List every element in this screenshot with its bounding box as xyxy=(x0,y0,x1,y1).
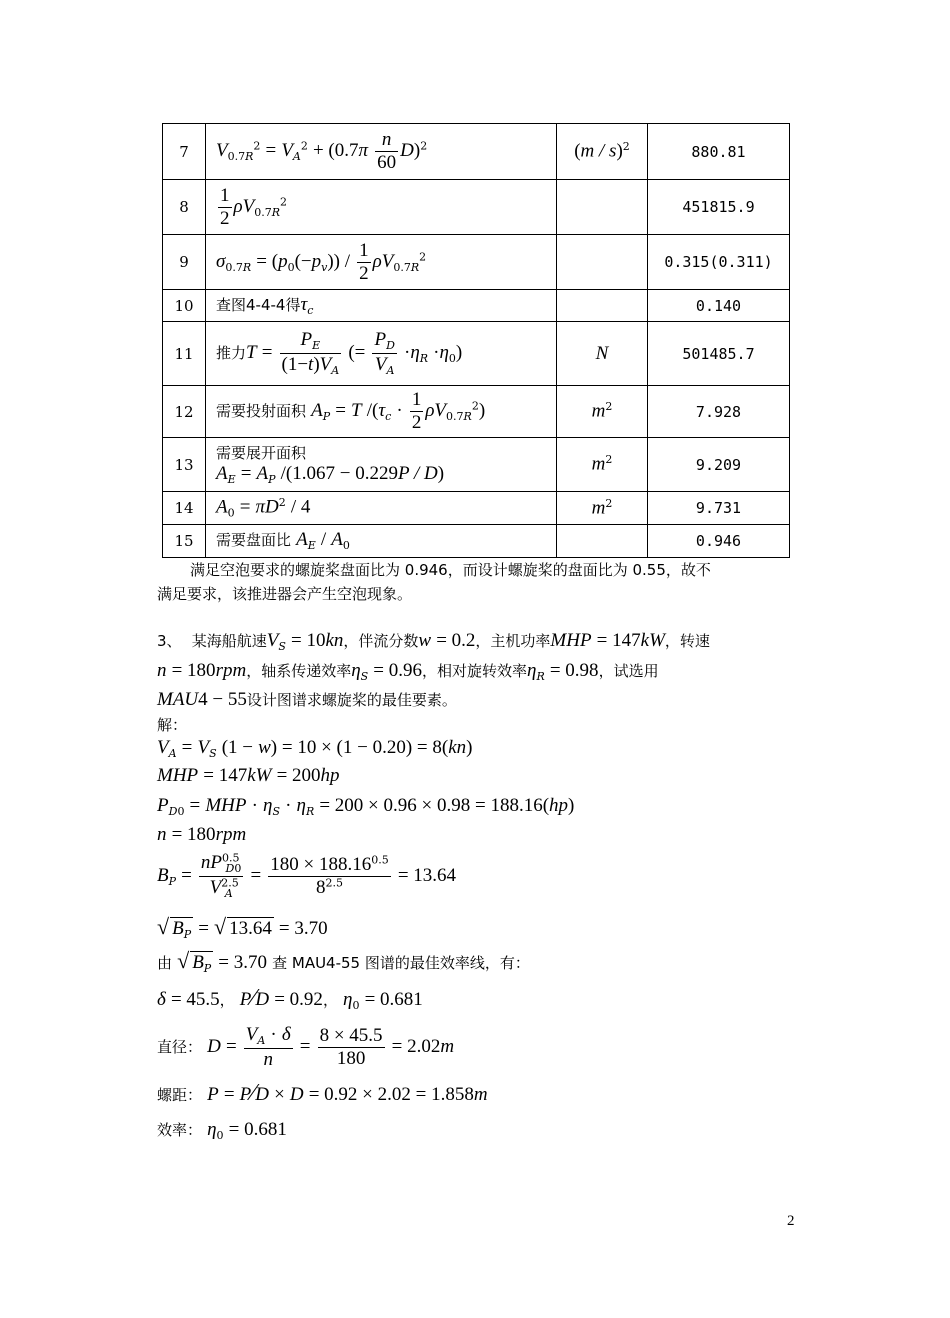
value-cell: 0.140 xyxy=(648,290,790,322)
eq-mhp: MHP = 147kW = 200hp xyxy=(157,765,340,786)
eq-bp: $B_P$ = $\frac{nP^{0.5}_{D0}}{V^{2.5}_A}$ = $\frac{180 \times 188.16^{0.5}}{8^{2.5}}$ = 13.64 xyxy=(157,851,457,901)
row-number: 11 xyxy=(163,322,206,386)
eq-sqrt-bp: √ $B_P$ = √ 13.64 = 3.70 xyxy=(157,914,328,942)
value-cell: 9.209 xyxy=(648,438,790,492)
eq-lookup: 由 √ $B_P = 3.70$ 查 MAU4-55 图谱的最佳效率线，有： xyxy=(157,948,530,976)
row-label: 需要投射面积 xyxy=(216,402,307,420)
unit-cell: $m^2$ xyxy=(557,386,648,438)
unit-cell: (m / s)$^2$ xyxy=(557,124,648,180)
table-row xyxy=(163,386,790,438)
formula-cell: $V_{0.7R}^2 = V_A^2 + (0.7\pi$ $\frac{n}{60}$ D)$^2$ xyxy=(206,124,557,180)
formula-cell: $\sigma_{0.7R} = (p_0(-p_v))$ / $\frac{1}{2}$ $\rho V_{0.7R}^2$ xyxy=(206,235,557,290)
value-cell: 0.946 xyxy=(648,525,790,558)
eq-results: δ = 45.5， P⁄D = 0.92， $\eta_0 = 0.681$ xyxy=(157,985,423,1013)
row-number: 13 xyxy=(163,438,206,492)
conclusion-line-2: 满足要求，该推进器会产生空泡现象。 xyxy=(157,585,413,603)
value-cell: 451815.9 xyxy=(648,180,790,235)
formula-cell: 需要展开面积 $A_E = A_P$ /(1.067 − 0.229P / D) xyxy=(206,438,557,492)
table-row xyxy=(163,438,790,492)
table-row xyxy=(163,525,790,558)
calculation-table xyxy=(162,123,790,558)
eq-pd0: $P_{D0}$ = MHP · $\eta_S \cdot \eta_R = 200 \times 0.96 \times 0.98 = 188.16(hp)$ xyxy=(157,795,575,819)
eq-n: n = 180rpm xyxy=(157,824,247,845)
table-row xyxy=(163,124,790,180)
value-cell: 7.928 xyxy=(648,386,790,438)
eq-va: $V_A = V_S$ (1 − w) = 10 × (1 − 0.20) = 8(kn) xyxy=(157,737,473,761)
eq-pitch: 螺距： P = P⁄D × D = 0.92 × 2.02 = 1.858m xyxy=(157,1080,488,1106)
formula-cell: $A_0 = \pi D^2 / 4$ xyxy=(206,492,557,525)
unit-cell: N xyxy=(557,322,648,386)
problem-line-1: 3、 某海船航速$V_S = 10kn$，伴流分数w = 0.2，主机功率MHP = 147kW，转速 xyxy=(157,630,710,654)
value-cell: 501485.7 xyxy=(648,322,790,386)
row-number: 8 xyxy=(163,180,206,235)
unit-cell xyxy=(557,525,648,558)
table-row xyxy=(163,235,790,290)
solution-label: 解： xyxy=(157,716,188,734)
row-number: 7 xyxy=(163,124,206,180)
row-label: 需要展开面积 xyxy=(216,444,307,463)
value-cell: 0.315(0.311) xyxy=(648,235,790,290)
formula-cell: 需要投射面积 $A_P = T$ $/(\tau_c$ · $\frac{1}{2}$ $\rho V_{0.7R}^2$) xyxy=(206,386,557,438)
table-row xyxy=(163,180,790,235)
formula-cell: $\frac{1}{2}$ $\rho V_{0.7R}^2$ xyxy=(206,180,557,235)
row-label: 查图4-4-4得 xyxy=(216,295,301,314)
problem-line-2: n = 180rpm，轴系传递效率$\eta_S = 0.96$，相对旋转效率$\eta_R = 0.98$，试选用 xyxy=(157,660,659,684)
table-row xyxy=(163,492,790,525)
row-number: 9 xyxy=(163,235,206,290)
table-row xyxy=(163,322,790,386)
unit-cell xyxy=(557,180,648,235)
problem-line-3: MAU4 − 55设计图谱求螺旋桨的最佳要素。 xyxy=(157,689,457,710)
formula-cell: 推力T = $\frac{P_E}{(1-t)V_A}$ (= $\frac{P_D}{V_A}$ $\cdot\eta_R \cdot\eta_0$) xyxy=(206,322,557,386)
row-number: 15 xyxy=(163,525,206,558)
unit-cell: $m^2$ xyxy=(557,492,648,525)
eq-efficiency: 效率： $\eta_0 = 0.681$ xyxy=(157,1119,287,1143)
eq-diameter: 直径： D = $\frac{V_A \cdot \delta}{n}$ = $\frac{8 \times 45.5}{180}$ = 2.02m xyxy=(157,1024,455,1070)
unit-cell xyxy=(557,235,648,290)
unit-cell xyxy=(557,290,648,322)
value-cell: 9.731 xyxy=(648,492,790,525)
page-number: 2 xyxy=(787,1213,795,1229)
unit-cell: $m^2$ xyxy=(557,438,648,492)
conclusion-line-1: 满足空泡要求的螺旋桨盘面比为 0.946，而设计螺旋桨的盘面比为 0.55，故不 xyxy=(190,561,711,579)
row-label: 推力 xyxy=(216,344,247,362)
row-number: 12 xyxy=(163,386,206,438)
row-number: 14 xyxy=(163,492,206,525)
value-cell: 880.81 xyxy=(648,124,790,180)
row-label: 需要盘面比 xyxy=(216,531,292,550)
formula-cell: 查图4-4-4得$\tau_c$ xyxy=(206,290,557,322)
formula-cell: 需要盘面比 $A_E / A_0$ xyxy=(206,525,557,558)
row-number: 10 xyxy=(163,290,206,322)
table-row xyxy=(163,290,790,322)
